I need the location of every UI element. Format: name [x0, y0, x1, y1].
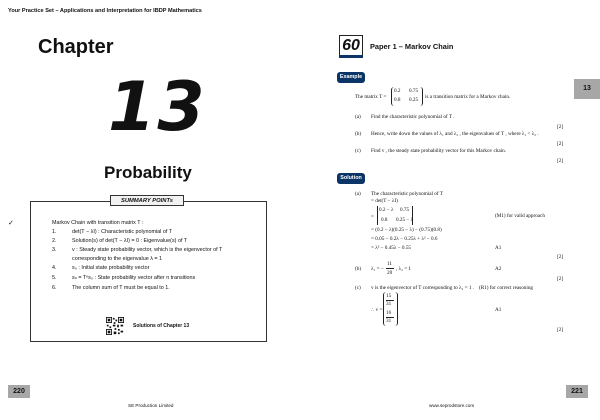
summary-point-text: Solution(s) of det(T − λI) = 0 : Eigenvalue(s) of T: [72, 238, 188, 244]
vector-denominator: 31: [386, 301, 392, 307]
matrix-cell: 0.8: [394, 97, 401, 103]
part-label: (b): [355, 131, 362, 137]
fraction-bar: [386, 268, 394, 269]
determinant-cell: 0.25 − λ: [396, 217, 414, 223]
solution-text: =: [371, 214, 374, 220]
question-suffix: is a transition matrix for a Markov chain.: [425, 94, 511, 100]
part-marks: [2]: [557, 254, 564, 260]
vector-numerator: 16: [386, 310, 392, 316]
example-label: Example: [337, 72, 365, 83]
solution-part-label: (a): [355, 191, 361, 197]
check-icon: ✓: [8, 220, 14, 227]
summary-label: SUMMARY POINTs: [110, 195, 184, 206]
solution-text: = (0.2 − λ)(0.25 − λ) − (0.75)(0.8): [371, 227, 442, 233]
determinant-cell: 0.2 − λ: [379, 207, 394, 213]
publisher-footer: SE Production Limited: [128, 403, 174, 408]
mark-note: (R1) for correct reasoning: [479, 285, 534, 291]
summary-point-text: corresponding to the eigenvalue λ = 1: [72, 256, 163, 262]
summary-lead: Markov Chain with transition matrix T :: [52, 220, 144, 226]
determinant-cell: 0.75: [400, 207, 410, 213]
series-header: Your Practice Set – Applications and Interpretation for IBDP Mathematics: [8, 8, 202, 14]
vector-denominator: 31: [386, 318, 392, 324]
solution-text: = det(T − λI): [371, 198, 398, 204]
mark-note: A1: [495, 245, 502, 251]
solution-label: Solution: [337, 173, 365, 184]
example-title: Paper 1 – Markov Chain: [370, 42, 454, 51]
mark-note: A2: [495, 266, 502, 272]
solution-text: λ₁ = −: [371, 266, 384, 272]
summary-point-text: det(T − λI) : Characteristic polynomial of T: [72, 229, 173, 235]
part-label: (a): [355, 114, 361, 120]
solution-part-label: (b): [355, 266, 362, 272]
website-footer: www.seprodstore.com: [429, 403, 475, 408]
solution-text: The characteristic polynomial of T: [371, 191, 443, 197]
vector-numerator: 15: [386, 293, 392, 299]
summary-point-number: 3.: [52, 247, 57, 253]
matrix-cell: 0.75: [409, 88, 419, 94]
example-number-underline: [339, 55, 363, 58]
chapter-title: Probability: [104, 163, 192, 182]
solution-text: , λ₂ = 1: [396, 266, 412, 272]
part-marks: [2]: [557, 276, 564, 282]
solution-text: = λ² − 0.45λ − 0.55: [371, 245, 412, 251]
summary-point-number: 2.: [52, 238, 57, 244]
part-text: Find the characteristic polynomial of T .: [371, 114, 455, 120]
part-text: Hence, write down the values of λ₁ and λ₂ , the eigenvalues of T , where λ₁ < λ₂ .: [371, 131, 539, 137]
summary-point-number: 4.: [52, 265, 57, 271]
summary-point-text: v : Steady state probability vector, which is the eigenvector of T: [72, 247, 223, 253]
matrix-cell: 0.2: [394, 88, 401, 94]
part-marks: [2]: [557, 158, 564, 164]
chapter-label: Chapter: [38, 36, 114, 58]
fraction-numerator: 11: [387, 261, 392, 267]
mark-note: A1: [495, 307, 502, 313]
chapter-number: 13: [108, 68, 207, 147]
part-marks: [2]: [557, 141, 564, 147]
qr-code-icon[interactable]: [106, 317, 124, 335]
part-marks: [2]: [557, 124, 564, 130]
part-marks: [2]: [557, 327, 564, 333]
determinant-cell: 0.8: [381, 217, 388, 223]
solution-text: = 0.05 − 0.2λ − 0.25λ + λ² − 0.6: [371, 236, 438, 242]
example-number: 60: [339, 35, 363, 57]
summary-point-number: 6.: [52, 285, 57, 291]
summary-point-number: 1.: [52, 229, 57, 235]
summary-point-text: The column sum of T must be equal to 1.: [72, 285, 170, 291]
summary-point-number: 5.: [52, 275, 57, 281]
fraction-denominator: 20: [387, 270, 393, 276]
part-text: Find v , the steady state probability vector for this Markov chain.: [371, 148, 506, 154]
page-number-right: 221: [566, 385, 588, 398]
question-prefix: The matrix T =: [355, 94, 387, 100]
solutions-link[interactable]: Solutions of Chapter 13: [133, 323, 190, 329]
mark-note: (M1) for valid approach: [495, 213, 545, 219]
page-number-left: 220: [8, 385, 30, 398]
summary-point-text: sₙ = Tⁿs₀ : State probability vector after n transitions: [72, 275, 196, 281]
chapter-side-tab: 13: [574, 79, 600, 99]
summary-point-text: s₀ : Initial state probability vector: [72, 265, 150, 271]
solution-text: ∴ v =: [371, 307, 383, 313]
solution-text: v is the eigenvector of T corresponding to λ₂ = 1 .: [371, 285, 475, 291]
solution-part-label: (c): [355, 285, 361, 291]
part-label: (c): [355, 148, 361, 154]
matrix-cell: 0.25: [409, 97, 419, 103]
